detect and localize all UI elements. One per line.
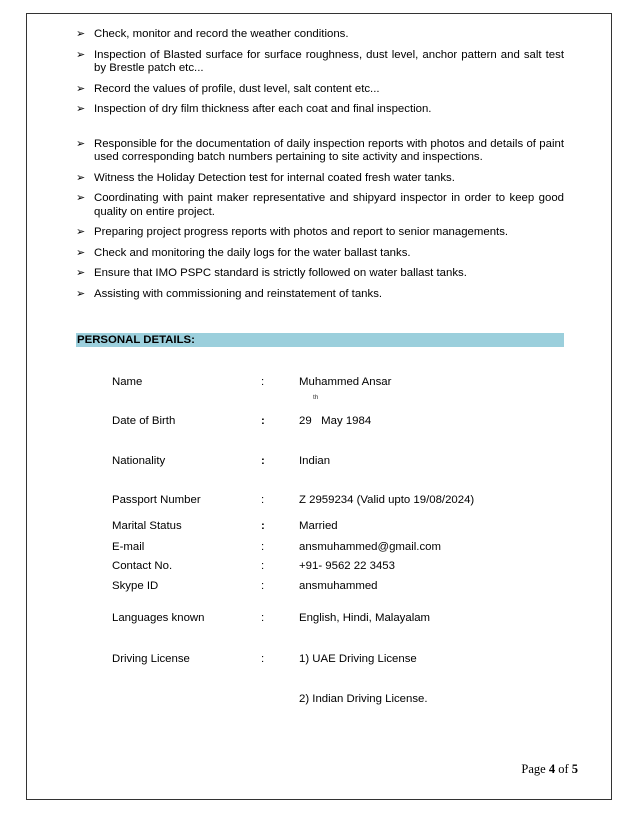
list-item: ➢ Responsible for the documentation of daily inspection reports with photos and details of paint used corresponding batch numbers pertaining to site activity and inspections. (76, 137, 564, 163)
arrow-bullet-icon: ➢ (76, 171, 86, 184)
arrow-bullet-icon: ➢ (76, 48, 86, 61)
page-number: Page 4 of 5 (521, 762, 578, 776)
email-link[interactable]: ansmuhammed@gmail.com (299, 541, 441, 553)
arrow-bullet-icon: ➢ (76, 226, 86, 238)
arrow-bullet-icon: ➢ (76, 103, 86, 115)
list-item: ➢ Check and monitoring the daily logs for the water ballast tanks. (76, 246, 411, 259)
arrow-bullet-icon: ➢ (76, 28, 86, 40)
list-item: ➢ Inspection of Blasted surface for surface roughness, dust level, anchor pattern and salt test by Brestle patch etc... (76, 48, 564, 74)
list-item: ➢ Ensure that IMO PSPC standard is strictly followed on water ballast tanks. (76, 267, 467, 279)
personal-details-header (76, 333, 564, 347)
list-item: ➢ Witness the Holiday Detection test for internal coated fresh water tanks. (76, 171, 455, 184)
arrow-bullet-icon: ➢ (76, 246, 86, 259)
list-item: ➢ Assisting with commissioning and reinstatement of tanks. (76, 287, 383, 300)
section-title: PERSONAL DETAILS: (77, 334, 195, 346)
list-item: ➢ Preparing project progress reports with photos and report to senior managements. (76, 226, 509, 238)
arrow-bullet-icon: ➢ (76, 287, 86, 300)
list-item: ➢ Check, monitor and record the weather conditions. (76, 28, 349, 40)
arrow-bullet-icon: ➢ (76, 267, 86, 279)
list-item: ➢ Coordinating with paint maker representative and shipyard inspector in order to keep good quality on entire project. (76, 192, 564, 218)
list-item: ➢ Record the values of profile, dust level, salt content etc... (76, 82, 380, 95)
arrow-bullet-icon: ➢ (76, 192, 86, 204)
responsibilities-list (76, 28, 564, 301)
dob-superscript: th (313, 394, 319, 401)
list-item: ➢ Inspection of dry film thickness after each coat and final inspection. (76, 103, 432, 115)
arrow-bullet-icon: ➢ (76, 82, 86, 95)
arrow-bullet-icon: ➢ (76, 137, 86, 150)
